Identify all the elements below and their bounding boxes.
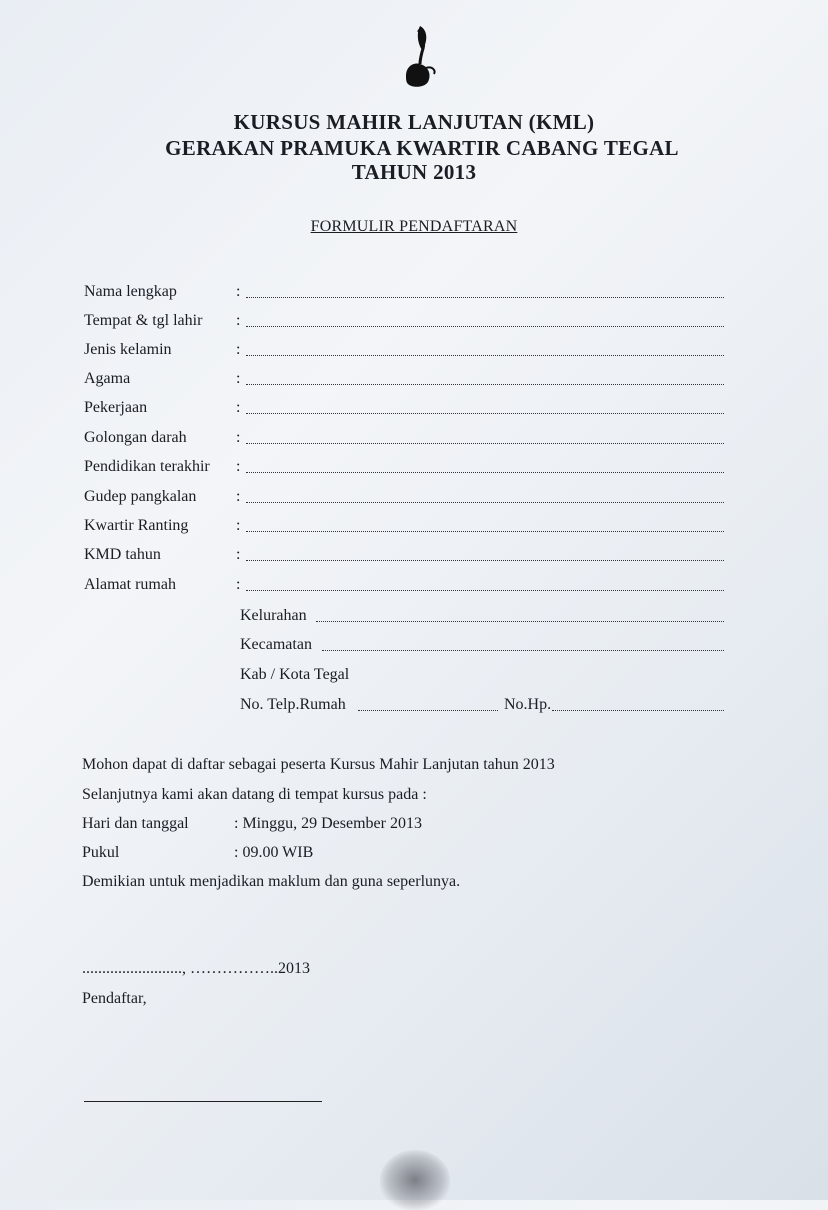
field-input-line[interactable] bbox=[246, 502, 724, 503]
field-row[interactable] bbox=[84, 429, 724, 451]
field-label: Golongan darah bbox=[84, 429, 187, 446]
field-input-line[interactable] bbox=[246, 297, 724, 298]
header-title-line-2: GERAKAN PRAMUKA KWARTIR CABANG TEGAL bbox=[165, 136, 679, 160]
field-row[interactable] bbox=[84, 341, 724, 363]
field-input-line[interactable] bbox=[246, 355, 724, 356]
field-input-line[interactable] bbox=[246, 326, 724, 327]
kelurahan-label: Kelurahan bbox=[240, 607, 307, 624]
telp-rumah-label: No. Telp.Rumah bbox=[240, 696, 346, 713]
field-row[interactable] bbox=[84, 517, 724, 539]
kecamatan-row[interactable] bbox=[240, 636, 724, 658]
telp-rumah-input-line[interactable] bbox=[358, 710, 498, 711]
field-label: Nama lengkap bbox=[84, 283, 177, 300]
field-colon: : bbox=[236, 283, 241, 300]
field-label: Pendidikan terakhir bbox=[84, 458, 210, 475]
field-colon: : bbox=[236, 576, 241, 593]
field-input-line[interactable] bbox=[246, 472, 724, 473]
header-title-line-3: TAHUN 2013 bbox=[351, 160, 477, 184]
field-colon: : bbox=[236, 370, 241, 387]
field-input-line[interactable] bbox=[246, 531, 724, 532]
date-label: Hari dan tanggal bbox=[82, 815, 189, 832]
field-input-line[interactable] bbox=[246, 590, 724, 591]
field-input-line[interactable] bbox=[246, 443, 724, 444]
field-label: Tempat & tgl lahir bbox=[84, 312, 203, 329]
field-label: Pekerjaan bbox=[84, 399, 148, 416]
field-input-line[interactable] bbox=[246, 560, 724, 561]
field-label: Kwartir Ranting bbox=[84, 517, 189, 534]
intro-text: Selanjutnya kami akan datang di tempat kursus pada : bbox=[82, 786, 427, 803]
field-label: Jenis kelamin bbox=[84, 341, 172, 358]
closing-text: Demikian untuk menjadikan maklum dan guna seperlunya. bbox=[82, 873, 461, 890]
no-hp-input-line[interactable] bbox=[552, 710, 724, 711]
no-hp-label: No.Hp. bbox=[504, 696, 552, 713]
time-value: : 09.00 WIB bbox=[234, 844, 314, 861]
header-title-line-1: KURSUS MAHIR LANJUTAN (KML) bbox=[233, 110, 595, 134]
kab-kota-label: Kab / Kota Tegal bbox=[240, 666, 350, 683]
field-input-line[interactable] bbox=[246, 413, 724, 414]
field-label: Agama bbox=[84, 370, 131, 387]
kecamatan-label: Kecamatan bbox=[240, 636, 312, 653]
form-title: FORMULIR PENDAFTARAN bbox=[310, 218, 518, 235]
date-value: : Minggu, 29 Desember 2013 bbox=[234, 815, 422, 832]
field-label: Alamat rumah bbox=[84, 576, 176, 593]
signature-label: Pendaftar, bbox=[82, 990, 147, 1007]
field-colon: : bbox=[236, 458, 241, 475]
field-row[interactable] bbox=[84, 546, 724, 568]
field-row[interactable] bbox=[84, 576, 724, 598]
field-colon: : bbox=[236, 312, 241, 329]
kelurahan-input-line[interactable] bbox=[316, 621, 724, 622]
field-row[interactable] bbox=[84, 370, 724, 392]
field-input-line[interactable] bbox=[246, 384, 724, 385]
field-colon: : bbox=[236, 429, 241, 446]
kelurahan-row[interactable] bbox=[240, 607, 724, 629]
signature-line[interactable] bbox=[84, 1101, 322, 1102]
field-colon: : bbox=[236, 488, 241, 505]
field-colon: : bbox=[236, 517, 241, 534]
signature-place-date[interactable]: ........................., ……………..2013 bbox=[82, 960, 310, 977]
field-row[interactable] bbox=[84, 283, 724, 305]
field-label: Gudep pangkalan bbox=[84, 488, 197, 505]
request-text: Mohon dapat di daftar sebagai peserta Kursus Mahir Lanjutan tahun 2013 bbox=[82, 756, 555, 773]
time-label: Pukul bbox=[82, 844, 120, 861]
finger-shadow bbox=[380, 1150, 450, 1210]
field-row[interactable] bbox=[84, 399, 724, 421]
field-row[interactable] bbox=[84, 312, 724, 334]
field-label: KMD tahun bbox=[84, 546, 161, 563]
field-row[interactable] bbox=[84, 488, 724, 510]
phone-row[interactable] bbox=[240, 696, 724, 718]
field-colon: : bbox=[236, 399, 241, 416]
kab-kota-row bbox=[240, 666, 724, 688]
field-row[interactable] bbox=[84, 458, 724, 480]
tunas-kelapa-icon bbox=[398, 24, 440, 90]
field-colon: : bbox=[236, 341, 241, 358]
field-colon: : bbox=[236, 546, 241, 563]
kecamatan-input-line[interactable] bbox=[322, 650, 724, 651]
